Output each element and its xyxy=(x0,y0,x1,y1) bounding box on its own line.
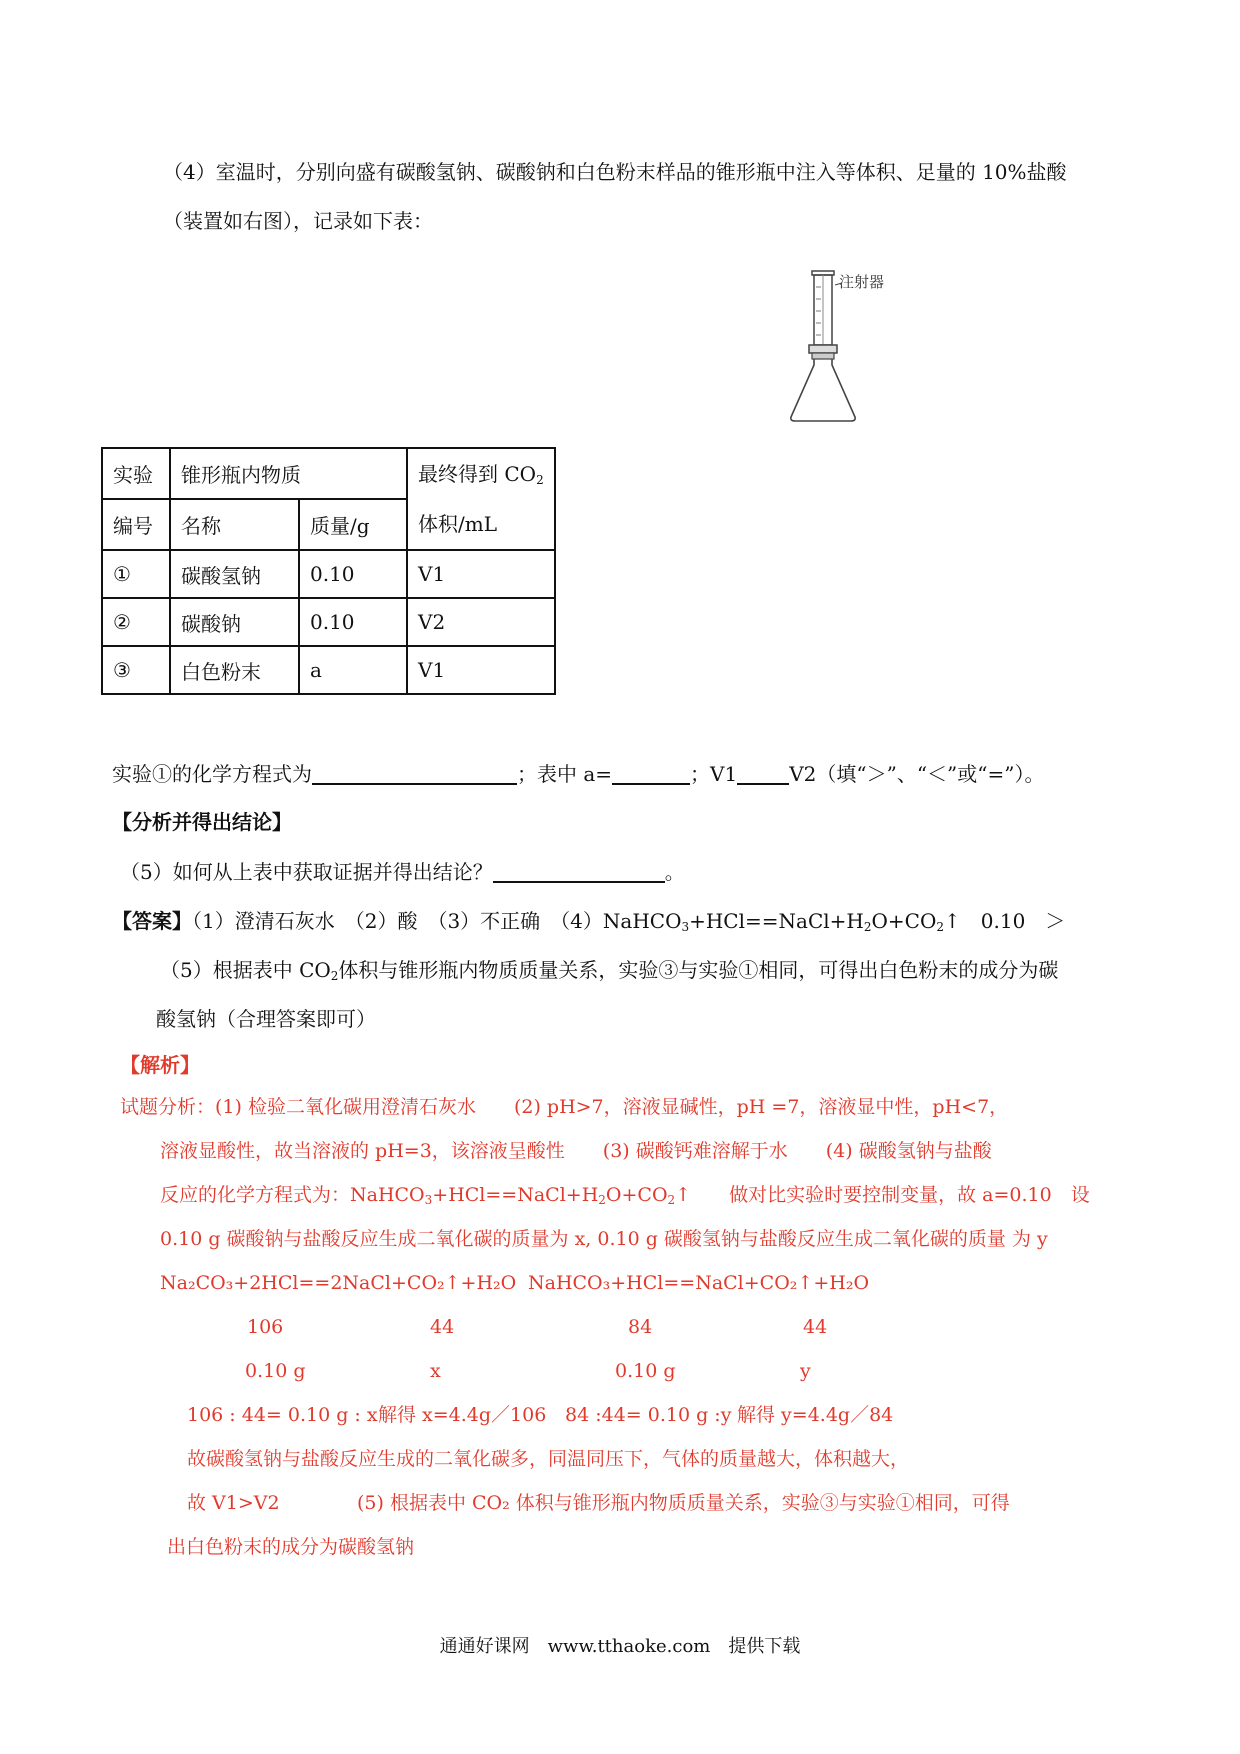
solve-x: 解得 x=4.4g／106 xyxy=(378,1404,547,1426)
section-heading: 【分析并得出结论】 xyxy=(112,810,292,834)
blank-equation[interactable] xyxy=(312,761,517,785)
analysis-line-4: 0.10 g 碳酸钠与盐酸反应生成二氧化碳的质量为 x, 0.10 g 碳酸氢钠与盐酸反应生成二氧化碳的质量 为 y xyxy=(160,1228,1048,1250)
fill-blank-line: 实验①的化学方程式为 ；表中 a= ；V1 V2（填“＞”、“＜”或“=”）。 xyxy=(112,762,1045,786)
equation-sodium-bicarbonate: NaHCO₃+HCl==NaCl+CO₂↑+H₂O xyxy=(528,1272,870,1294)
table-row: ① 碳酸氢钠 0.10 V1 xyxy=(102,550,555,598)
question-5: （5）如何从上表中获取证据并得出结论？ 。 xyxy=(120,860,685,884)
analysis-line-3: 反应的化学方程式为：$NaHCO_3+HCl==NaCl+H_2O+CO_2↑$ 做对比实验时要控制变量，故 a=0.10 设 xyxy=(160,1184,1090,1207)
solve-y: 解得 y=4.4g／84 xyxy=(737,1404,894,1426)
molar-mass-3: 84 xyxy=(628,1316,653,1338)
syringe-label: 注射器 xyxy=(839,273,885,291)
question-line-2: （装置如右图），记录如下表： xyxy=(163,209,433,233)
ratio-x: 106 : 44= 0.10 g : x xyxy=(187,1404,378,1426)
answer-line-2: （5）根据表中 $CO_2$体积与锥形瓶内物质质量关系，实验③与实验①相同，可得出白色粉末的成分为碳 xyxy=(160,958,1059,983)
mass-given-1: 0.10 g xyxy=(245,1360,306,1382)
blank-conclusion[interactable] xyxy=(493,859,665,883)
blank-a[interactable] xyxy=(612,761,690,785)
table-row: ② 碳酸钠 0.10 V2 xyxy=(102,598,555,646)
analysis-line-9a: 故 V1>V2 xyxy=(187,1492,280,1514)
table-row: ③ 白色粉末 a V1 xyxy=(102,646,555,694)
ratio-y: 84 :44= 0.10 g :y xyxy=(565,1404,732,1426)
mass-given-2: 0.10 g xyxy=(615,1360,676,1382)
header-exp-bottom: 编号 xyxy=(102,499,170,550)
molar-mass-2: 44 xyxy=(430,1316,455,1338)
equation-sodium-carbonate: Na₂CO₃+2HCl==2NaCl+CO₂↑+H₂O xyxy=(160,1272,517,1294)
answer-line-1: 【答案】（1）澄清石灰水 （2）酸 （3）不正确 $(4)NaHCO_3+HCl==NaCl+H_2O+CO_2↑$ 0.10 ＞ xyxy=(112,909,1066,934)
header-flask-contents: 锥形瓶内物质 xyxy=(170,448,407,499)
footer-credit: 通通好课网 www.tthaoke.com 提供下载 xyxy=(439,1636,801,1657)
blank-compare[interactable] xyxy=(737,761,789,785)
header-co2-volume: 最终得到 $CO_2$ 体积/mL xyxy=(407,448,555,550)
header-exp-top: 实验 xyxy=(102,448,170,499)
apparatus-figure xyxy=(785,265,925,430)
analysis-line-9b: (5) 根据表中 CO₂ 体积与锥形瓶内物质质量关系，实验③与实验①相同，可得 xyxy=(357,1492,1010,1514)
header-name: 名称 xyxy=(170,499,299,550)
analysis-line-8: 故碳酸氢钠与盐酸反应生成的二氧化碳多，同温同压下，气体的质量越大，体积越大， xyxy=(187,1448,910,1470)
molar-mass-1: 106 xyxy=(247,1316,284,1338)
experiment-table xyxy=(101,447,556,695)
header-mass: 质量/g xyxy=(299,499,407,550)
answer-line-3: 酸氢钠（合理答案即可） xyxy=(156,1007,376,1031)
analysis-heading: 【解析】 xyxy=(120,1053,200,1077)
analysis-line-10: 出白色粉末的成分为碳酸氢钠 xyxy=(167,1536,415,1558)
unknown-x: x xyxy=(430,1360,441,1382)
question-line-1: （4）室温时，分别向盛有碳酸氢钠、碳酸钠和白色粉末样品的锥形瓶中注入等体积、足量的 10%盐酸 xyxy=(163,160,1067,184)
molar-mass-4: 44 xyxy=(803,1316,828,1338)
analysis-line-1: 试题分析：(1) 检验二氧化碳用澄清石灰水 (2) pH>7，溶液显碱性，pH =7，溶液显中性，pH<7， xyxy=(120,1096,1009,1118)
unknown-y: y xyxy=(800,1360,811,1382)
analysis-line-2: 溶液显酸性，故当溶液的 pH=3，该溶液呈酸性 (3) 碳酸钙难溶解于水 (4) 碳酸氢钠与盐酸 xyxy=(160,1140,992,1162)
